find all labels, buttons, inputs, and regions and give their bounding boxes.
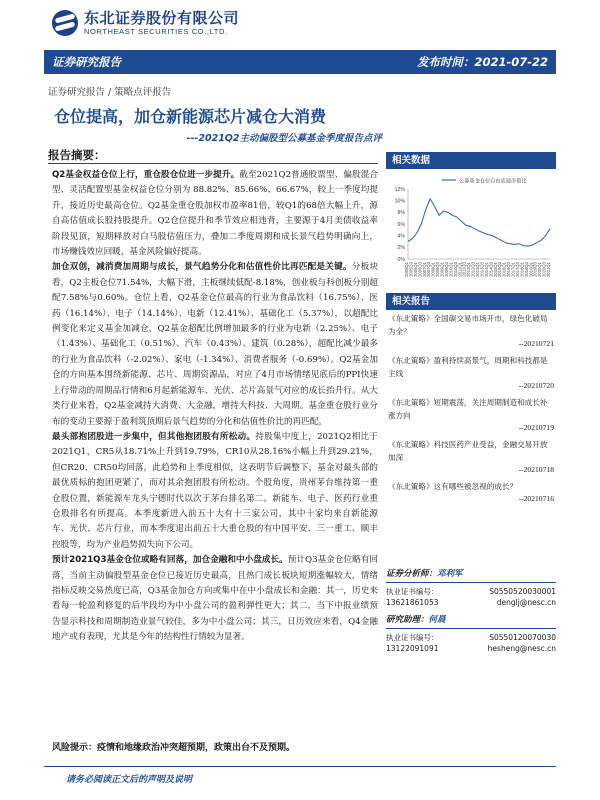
- assistant-name: 何晨: [428, 615, 446, 625]
- report-date: --20210718: [518, 465, 554, 474]
- report-type: 证券研究报告: [52, 55, 121, 69]
- footer-divider: [44, 766, 556, 767]
- abstract-divider: [48, 163, 378, 164]
- report-item[interactable]: [388, 480, 554, 505]
- fund-position-chart: [386, 171, 556, 291]
- assistant-email[interactable]: hesheng@nesc.cn: [487, 644, 556, 653]
- x-tick-label: 2006Q1: [412, 262, 418, 277]
- report-item[interactable]: [388, 396, 554, 434]
- analyst-phone: 13621861053: [386, 598, 439, 607]
- assistant-role: 研究助理：何晨: [386, 615, 446, 625]
- x-tick-label: 2020Q1: [537, 262, 543, 277]
- y-tick-label: 2%: [397, 245, 405, 252]
- x-tick-label: 2005Q1: [404, 262, 409, 277]
- report-title[interactable]: 《东北策略》短期震荡，关注周期制造和成长补涨方向: [388, 398, 548, 420]
- abstract-body: [52, 168, 378, 646]
- x-tick-label: 2013Q1: [475, 262, 480, 277]
- abstract-heading: 报告摘要：: [48, 148, 106, 162]
- company-name-en: NORTHEAST SECURITIES CO.,LTD.: [84, 27, 228, 36]
- related-data-heading: 相关数据: [386, 152, 556, 169]
- x-tick-label: 2018Q1: [519, 262, 525, 277]
- x-tick-label: 2021Q1: [546, 262, 551, 277]
- x-tick-label: 2010Q1: [448, 262, 454, 277]
- assistant-phone: 13122091091: [386, 644, 439, 653]
- x-tick-label: 2009Q1: [439, 262, 445, 277]
- analyst-cert-row: 执业证书编号： S0550520030001: [386, 587, 556, 596]
- analyst-email[interactable]: denglj@nesc.cn: [496, 598, 556, 607]
- y-tick-label: 10%: [394, 198, 405, 205]
- y-tick-label: 0%: [397, 256, 405, 263]
- paragraph-text: 预计Q3基金仓位略有回落，当前主动偏股型基金仓位已接近历史最高，且热门成长板块短期涨幅较大，情绪指标反映交易热度已高，Q3基金加仓方向或集中在中小盘成长和金融：其一，历史来看每一轮盈利修复的后半段均为中小盘公司的盈利弹性更大；其二，当下中报业绩预告显示科技和周期制造业景气较佳，多为中小盘公司；其三，日历效应来看，Q4金融地产或有表现，尤其是今年的结构性行情较为显著。: [52, 555, 378, 643]
- report-item[interactable]: [388, 354, 554, 392]
- report-title[interactable]: 《东北策略》盈利持续高景气，周期和科技都是主线: [388, 356, 548, 378]
- report-title[interactable]: 《东北策略》科技医药产业受益，金融交易开放加深: [388, 440, 548, 462]
- report-title[interactable]: 《东北策略》全国碳交易市场开市，绿色化破局为全？: [388, 314, 548, 336]
- report-title[interactable]: 《东北策略》这有哪些被忽视的成长？: [388, 482, 518, 491]
- footer-disclaimer: 请务必阅读正文后的声明及说明: [66, 775, 193, 785]
- x-tick-label: 2019Q3: [532, 262, 538, 277]
- abstract-paragraph: [52, 553, 378, 645]
- paragraph-lead: Q2基金权益仓位上行，重仓股仓位进一步提升。: [52, 170, 240, 180]
- assistant-cert-row: 执业证书编号： S0550120070030: [386, 633, 556, 642]
- x-tick-label: 2011Q3: [461, 262, 467, 277]
- paragraph-text: 分板块看，Q2主板仓位71.54%，大幅下滑，主板继续低配-8.18%，创业板与科创板分别超配7.58%与0.60%。仓位上看，Q2基金仓位最高的行业为食品饮料（16.75%）、医药（16.14%）、电子（14.14%）、电新（12.41%）、基础化工（5.37%），以超配比例变化来定义基金加减仓，Q2基金超配比例增加最多的行业为电新（2.25%）、电子（1.43%）、基础化工（0.51%）、汽车（0.43%）、建筑（0.28%），超配比减少最多的行业为食品饮料（-2.02%）、家电（-1.34%）、消费者服务（-0.69%）。Q2基金加仓的方向基本围绕新能源、芯片、周期资源品，对应了4月市场情绪见底后的PPI快速上行带动的周期品行情和6月起新能源车、光伏、芯片高景气对应的成长抬升行。从大类行业来看，Q2基金减持大消费、大金融，增持大科技、大周期。基金重仓股行业分布的变动主要源于盈利筑顶期后景气趋势的分化和估值性价比的再匹配。: [52, 262, 378, 427]
- risk-text: 疫情和地缘政治冲突超预期，政策出台不及预期。: [97, 743, 296, 753]
- report-date: --20210719: [518, 423, 554, 432]
- y-tick-label: 4%: [397, 233, 405, 240]
- x-tick-label: 2016Q1: [501, 262, 507, 277]
- paragraph-lead: 加仓双创，减消费加周期与成长，景气趋势分化和估值性价比再匹配是关键。: [52, 262, 352, 273]
- risk-lead: 风险提示：: [52, 743, 98, 753]
- series-line: [408, 199, 550, 246]
- x-tick-label: 2007Q3: [426, 262, 432, 277]
- report-item[interactable]: [388, 312, 554, 350]
- x-tick-label: 2015Q1: [492, 262, 498, 277]
- assistant-divider: [386, 628, 556, 629]
- paragraph-text: 持股集中度上，2021Q2相比于2021Q1，CR5从18.71%上升到19.79%，CR10从28.16%小幅上升到29.21%，但CR20、CR50均回落，此趋势和上季度相似，这表明节后调整下，基金对最头部的最优质标的抱团更紧了，而对其余抱团股有所松动。个股角度，贵州茅台维持第一重仓股位置，新能源车龙头宁德时代以次于茅台排名第二。新能车、电子、医药行业重仓股排名有所提高。本季度新进入前五十大有十三家公司，其中十家均来自新能源车、光伏、芯片行业，而本季度退出前五十大重仓股的有中国平安、三一重工、顺丰控股等，均为产业趋势损失向下公司。: [52, 431, 378, 550]
- x-tick-label: 2011Q1: [457, 262, 463, 277]
- x-tick-label: 2006Q3: [417, 262, 423, 277]
- related-reports-heading: 相关报告: [386, 293, 556, 310]
- abstract-paragraph: [52, 168, 378, 260]
- x-tick-label: 2010Q3: [452, 262, 458, 277]
- page-title: 仓位提高，加仓新能源芯片减仓大消费: [54, 107, 327, 126]
- company-logo: [52, 8, 282, 38]
- abstract-paragraph: [52, 260, 378, 429]
- y-tick-label: 8%: [397, 210, 405, 217]
- analyst-name: 邓利军: [437, 569, 463, 579]
- x-tick-label: 2014Q1: [483, 262, 489, 277]
- abstract-paragraph: [52, 430, 378, 553]
- analyst-contact-row: [386, 597, 556, 608]
- x-tick-label: 2017Q1: [510, 262, 516, 277]
- header-banner: [44, 50, 556, 74]
- x-tick-label: 2005Q3: [408, 262, 414, 277]
- paragraph-text: 截至2021Q2普通股票型、偏股混合型、灵活配置型基金权益仓位分别为 88.82%、85.66%、66.67%，较上一季度均提升，接近历史最高仓位。Q2基金重仓股加权市盈率81倍，较Q1的68倍大幅上升，源自高估值成长股持股提升。Q2仓位提升和季节效应相违背，主要源于4月美债收益率阶段见顶，短期释放对白马股估值压力，叠加二季度周期和成长景气趋势明确向上，市场赚钱效应回暖，基金风险偏好提高。: [52, 170, 378, 258]
- release-date: 发布时间：2021-07-22: [416, 55, 548, 69]
- x-tick-label: 2012Q1: [466, 262, 472, 277]
- x-tick-label: 2008Q1: [430, 262, 436, 277]
- analyst-divider: [386, 582, 556, 583]
- chart-svg: [386, 171, 556, 291]
- analyst-role: 证券分析师：邓利军: [386, 569, 463, 579]
- breadcrumb: 证券研究报告 / 策略点评报告: [48, 87, 172, 98]
- risk-warning: [52, 740, 295, 753]
- logo-mark-icon: [52, 10, 78, 36]
- x-tick-label: 2013Q3: [479, 262, 485, 277]
- x-tick-label: 2009Q3: [443, 262, 449, 277]
- page-subtitle: ---2021Q2主动偏股型公募基金季度报告点评: [186, 133, 382, 144]
- x-tick-label: 2018Q3: [523, 262, 529, 277]
- paragraph-lead: 最头部抱团股进一步集中，但其他抱团股有所松动。: [52, 431, 256, 442]
- company-name-cn: 东北证券股份有限公司: [84, 9, 240, 27]
- related-reports-list: [388, 312, 554, 509]
- x-tick-label: 2012Q3: [470, 262, 476, 277]
- x-tick-label: 2016Q3: [506, 262, 512, 277]
- x-tick-label: 2020Q3: [541, 262, 547, 277]
- y-tick-label: 6%: [397, 221, 405, 228]
- x-tick-label: 2019Q1: [528, 262, 534, 277]
- assistant-contact-row: [386, 643, 556, 654]
- report-item[interactable]: [388, 438, 554, 476]
- y-tick-label: 12%: [394, 186, 405, 193]
- x-tick-label: 2007Q1: [421, 262, 427, 277]
- assistant-cert: S0550120070030: [489, 633, 556, 642]
- report-date: --20210721: [518, 339, 554, 348]
- x-tick-label: 2015Q3: [497, 262, 503, 277]
- analyst-cert: S0550520030001: [489, 587, 556, 596]
- x-tick-label: 2017Q3: [514, 262, 520, 277]
- report-date: --20210720: [518, 381, 554, 390]
- x-tick-label: 2008Q3: [435, 262, 441, 277]
- report-date: --20210716: [518, 494, 554, 503]
- x-tick-label: 2014Q3: [488, 262, 494, 277]
- paragraph-lead: 预计2021Q3基金仓位或略有回落，加仓金融和中小盘成长。: [52, 555, 288, 566]
- analyst-block: [386, 568, 556, 654]
- legend-label: 公募基金仓位自由流通市值比: [459, 178, 527, 185]
